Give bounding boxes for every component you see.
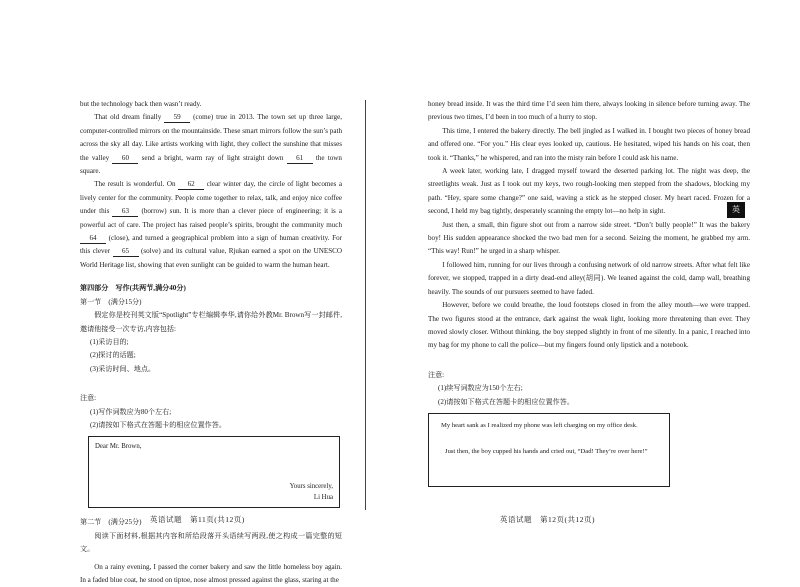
story-paragraph: A week later, working late, I dragged myself toward the deserted parking lot. The night was deep, the streetlights weak. Just as I took out my keys, two rough-looking men stepped from the shadows, blocking my path. “Hey, spare some change?” one said, waving a stick as he stepped closer. My heart raced. Frozen for a second, I held my bag tightly, desperately scanning the empty lot—no help in sight. <box>428 167 750 216</box>
story-paragraph: Just then, a small, thin figure shot out from a narrow side street. “Don’t bully people!” It was the bakery boy! His sudden appearance shocked the two bad men for a second. Seizing the moment, he grabbed my arm. “This way! Run!” he urged in a sharp whisper. <box>428 220 750 256</box>
paragraph-opener-1: My heart sank as I realized my phone was left charging on my office desk. <box>441 421 638 429</box>
note-item: (2)请按如下格式在答题卡的相应位置作答。 <box>90 420 226 429</box>
section-one-heading: 第一节 (满分15分) <box>80 297 142 306</box>
section-two-prompt: 阅读下面材料,根据其内容和所给段落开头语续写两段,使之构成一篇完整的短文。 <box>80 531 342 554</box>
note-item: (1)续写词数应为150个左右; <box>438 384 523 393</box>
blank-63: 63 <box>112 206 138 217</box>
subject-tab: 英 <box>727 202 745 218</box>
paragraph <box>80 111 342 178</box>
letter-greeting: Dear Mr. Brown, <box>95 443 142 451</box>
part-four-heading: 第四部分 写作(共两节,满分40分) <box>80 284 186 293</box>
right-column <box>428 98 750 487</box>
page-divider <box>365 100 366 510</box>
text: The result is wonderful. On <box>94 180 176 189</box>
closing-line: Yours sincerely, <box>289 483 333 491</box>
paragraph-opener-2: Just then, the boy cupped his hands and cried out, “Dad! They’re over here!” <box>445 447 648 455</box>
text: (solve) and its cultural value, Rjukan earned a spot on the UNESCO World Heritage list, showing that even sunlight can be guided to warm the human heart. <box>80 247 342 269</box>
letter-closing <box>290 481 333 503</box>
signature-name: Li Hua <box>313 494 333 502</box>
blank-61: 61 <box>287 153 313 164</box>
left-page <box>0 0 400 584</box>
letter-answer-box <box>88 436 340 508</box>
text: clear winter day, the circle of light becomes a lively center for the community. People come together to relax, talk, and enjoy nice coffee under this <box>80 180 343 216</box>
story-paragraph: honey bread inside. It was the third time I’d seen him there, always looking in silence before turning away. The previous two times, I’d been in too much of a hurry to stop. <box>428 100 750 122</box>
note-item: (2)请按如下格式在答题卡的相应位置作答。 <box>438 397 574 406</box>
blank-62: 62 <box>178 179 204 190</box>
blank-60: 60 <box>112 153 138 164</box>
blank-64: 64 <box>80 233 106 244</box>
section-two-heading: 第二节 (满分25分) <box>80 518 142 527</box>
text: That old dream finally <box>94 113 162 122</box>
story-paragraph: I followed him, running for our lives through a confusing network of old narrow streets. After what felt like forever, we stopped, trapped in a dirty dead-end alley(胡同). We leaned against the cold, damp wall, breathing heavily. The sounds of our pursuers seemed to have faded. <box>428 260 750 296</box>
story-paragraph: On a rainy evening, I passed the corner bakery and saw the little homeless boy again. In a faded blue coat, he stood on tiptoe, nose almost pressed against the glass, staring at the <box>80 562 342 584</box>
continuation-answer-box <box>428 413 670 487</box>
content-item: (1)采访目的; <box>90 337 129 346</box>
note-item: (1)写作词数应为80个左右; <box>90 407 172 416</box>
story-paragraph: This time, I entered the bakery directly. The bell jingled as I walked in. I bought two pieces of honey bread and offered one. “For you.” His clear eyes looked up, cautious. He hesitated, wiped his hands on his coat, then took it. “Thanks,” he whispered, and ran into the misty rain before I could ask his name. <box>428 126 750 162</box>
text: send a bright, warm ray of light straight down <box>141 153 284 162</box>
blank-59: 59 <box>164 112 190 123</box>
text: the town square. <box>80 153 342 176</box>
paragraph: but the technology back then wasn’t ready. <box>80 100 202 108</box>
notes-title: 注意: <box>428 370 445 379</box>
content-item: (2)探讨的话题; <box>90 351 136 360</box>
blank-65: 65 <box>113 246 139 257</box>
text: (close), and turned a geographical problem into a sign of human creativity. For this clever <box>80 234 342 256</box>
right-page <box>400 0 800 566</box>
story-paragraph: However, before we could breathe, the loud footsteps closed in from the alley mouth—we were trapped. The two figures stood at the entrance, dark against the weak light, looking more threatening than ever. They moved slowly closer. Without thinking, the boy stepped slightly in front of me silently. In a panic, I reached into my bag for my phone to call the police—but my fingers found only lipstick and a notebook. <box>428 301 750 350</box>
section-one-prompt: 假定你是校刊英文版“Spotlight”专栏编辑李华,请你给外教Mr. Brown写一封邮件,邀请他接受一次专访,内容包括: <box>80 311 342 333</box>
content-item: (3)采访时间、地点。 <box>90 364 156 373</box>
paragraph <box>80 178 342 272</box>
page-footer: 英语试题 第12页(共12页) <box>500 515 595 524</box>
text: (borrow) sun. It is more than a clever piece of engineering; it is a powerful act of care. The project has raised people’s spirits, brought the community much <box>80 207 342 229</box>
page-footer: 英语试题 第11页(共12页) <box>150 515 245 524</box>
notes-title: 注意: <box>80 394 97 403</box>
text: (come) true in 2013. The town set up three large, computer-controlled mirrors on the mountainside. These smart mirrors follow the sun’s path across the sky all day. Like artists working with light, they collect the sunshine that misses the valley <box>80 113 342 162</box>
